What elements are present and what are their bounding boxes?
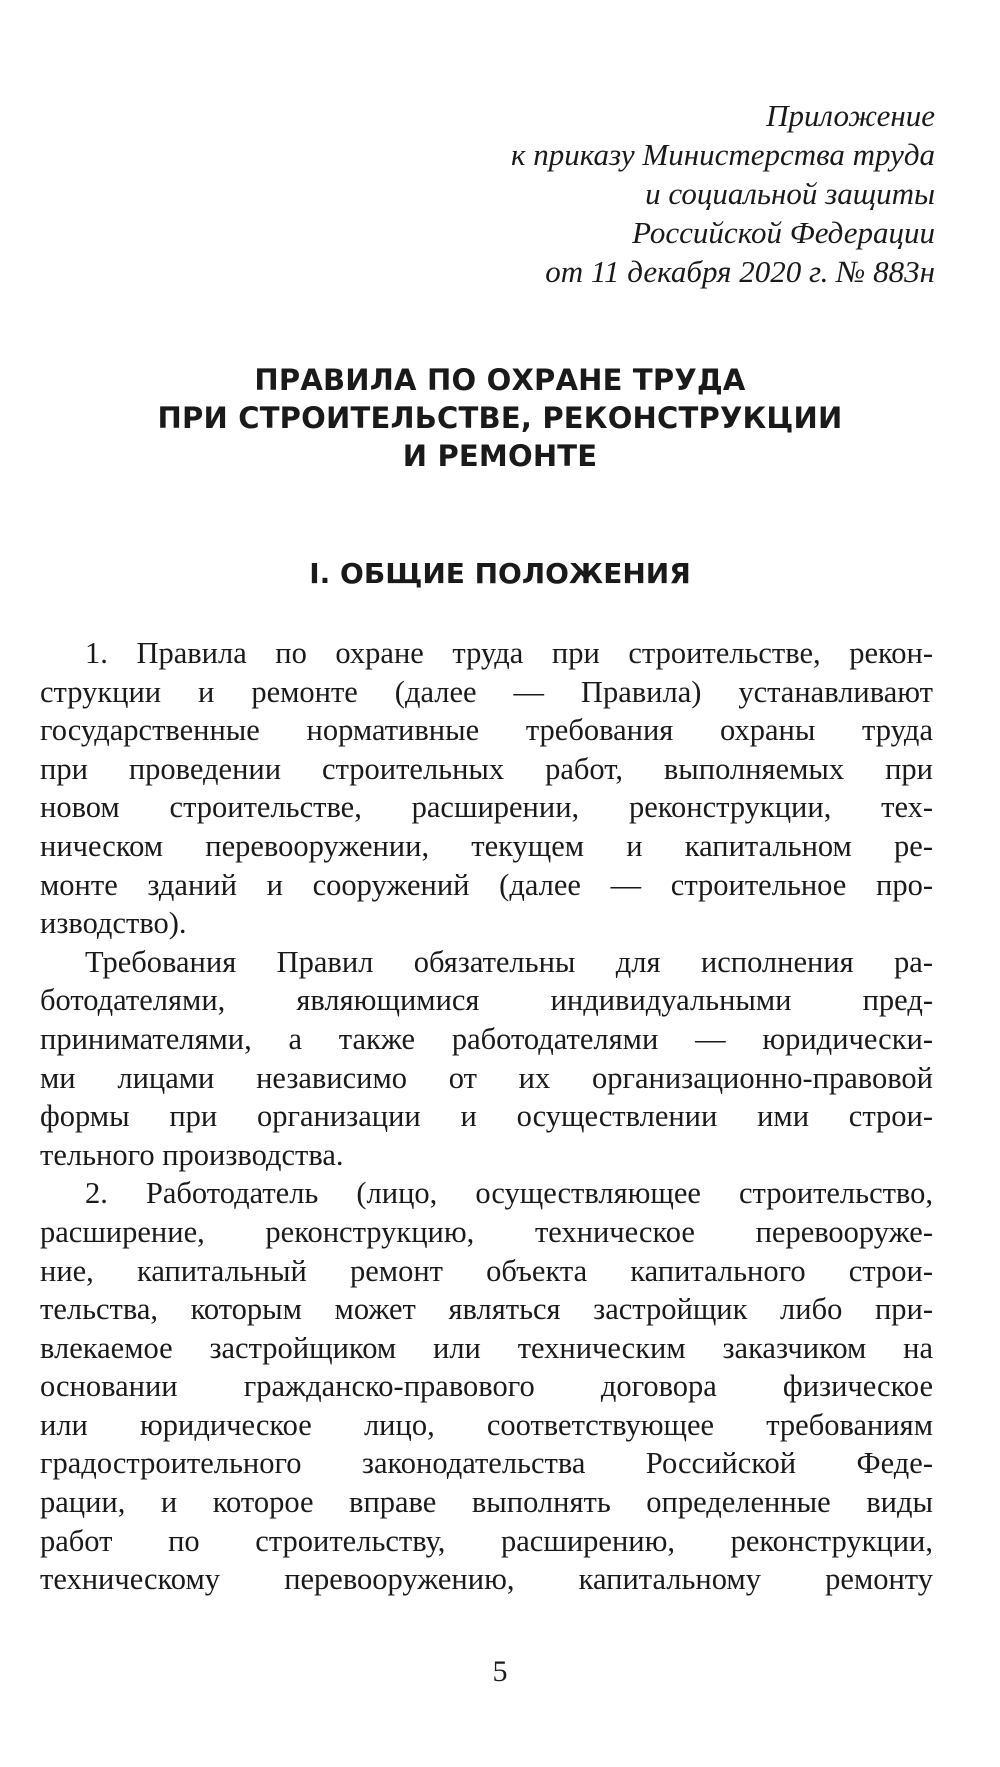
text-line: Требования Правил обязательны для исполнения ра- bbox=[85, 944, 933, 979]
text-line: ботодателями, являющимися индивидуальными пред- bbox=[40, 983, 933, 1018]
text-line: монте зданий и сооружений (далее — строительное про- bbox=[40, 867, 933, 902]
text-line: при проведении строительных работ, выполняемых при bbox=[40, 751, 933, 786]
text-line: техническому перевооружению, капитальному ремонту bbox=[40, 1562, 933, 1597]
text-line: новом строительстве, расширении, реконструкции, тех- bbox=[40, 790, 933, 825]
appendix-line: и социальной защиты bbox=[645, 176, 935, 211]
text-line: градостроительного законодательства Российской Феде- bbox=[40, 1446, 933, 1481]
text-line: тельства, которым может являться застройщик либо при- bbox=[40, 1292, 933, 1327]
text-line: ние, капитальный ремонт объекта капитального строи- bbox=[40, 1253, 933, 1288]
text-line: или юридическое лицо, соответствующее требованиям bbox=[40, 1407, 933, 1442]
page-number: 5 bbox=[492, 1655, 508, 1688]
text-line: изводство). bbox=[40, 906, 187, 941]
title-line: ПРАВИЛА ПО ОХРАНЕ ТРУДА bbox=[254, 363, 746, 397]
paragraph-2 bbox=[40, 943, 933, 1175]
document-title bbox=[0, 361, 1000, 475]
appendix-block bbox=[335, 96, 935, 291]
text-line: основании гражданско-правового договора физическое bbox=[40, 1369, 933, 1404]
text-line: принимателями, а также работодателями — юридически- bbox=[40, 1021, 933, 1056]
appendix-line: к приказу Министерства труда bbox=[511, 137, 935, 172]
body-text bbox=[40, 634, 933, 1599]
text-line: тельного производства. bbox=[40, 1137, 344, 1172]
text-line: 2. Работодатель (лицо, осуществляющее строительство, bbox=[85, 1176, 933, 1211]
title-line: И РЕМОНТЕ bbox=[402, 439, 598, 473]
title-line: ПРИ СТРОИТЕЛЬСТВЕ, РЕКОНСТРУКЦИИ bbox=[157, 401, 843, 435]
text-line: работ по строительству, расширению, реконструкции, bbox=[40, 1523, 933, 1558]
text-line: ми лицами независимо от их организационно-правовой bbox=[40, 1060, 933, 1095]
text-line: рации, и которое вправе выполнять определенные виды bbox=[40, 1485, 933, 1520]
text-line: влекаемое застройщиком или техническим заказчиком на bbox=[40, 1330, 933, 1365]
text-line: расширение, реконструкцию, техническое перевооруже- bbox=[40, 1214, 933, 1249]
paragraph-1 bbox=[40, 634, 933, 943]
appendix-line: Российской Федерации bbox=[632, 215, 935, 250]
text-line: формы при организации и осуществлении ими строи- bbox=[40, 1099, 933, 1134]
text-line: ническом перевооружении, текущем и капитальном ре- bbox=[40, 828, 933, 863]
appendix-line: от 11 декабря 2020 г. № 883н bbox=[545, 254, 935, 289]
text-line: струкции и ремонте (далее — Правила) устанавливают bbox=[40, 674, 933, 709]
paragraph-3 bbox=[40, 1174, 933, 1599]
appendix-line: Приложение bbox=[766, 98, 935, 133]
section-heading: I. ОБЩИЕ ПОЛОЖЕНИЯ bbox=[309, 557, 691, 590]
text-line: 1. Правила по охране труда при строительстве, рекон- bbox=[85, 636, 933, 670]
text-line: государственные нормативные требования охраны труда bbox=[40, 713, 933, 748]
